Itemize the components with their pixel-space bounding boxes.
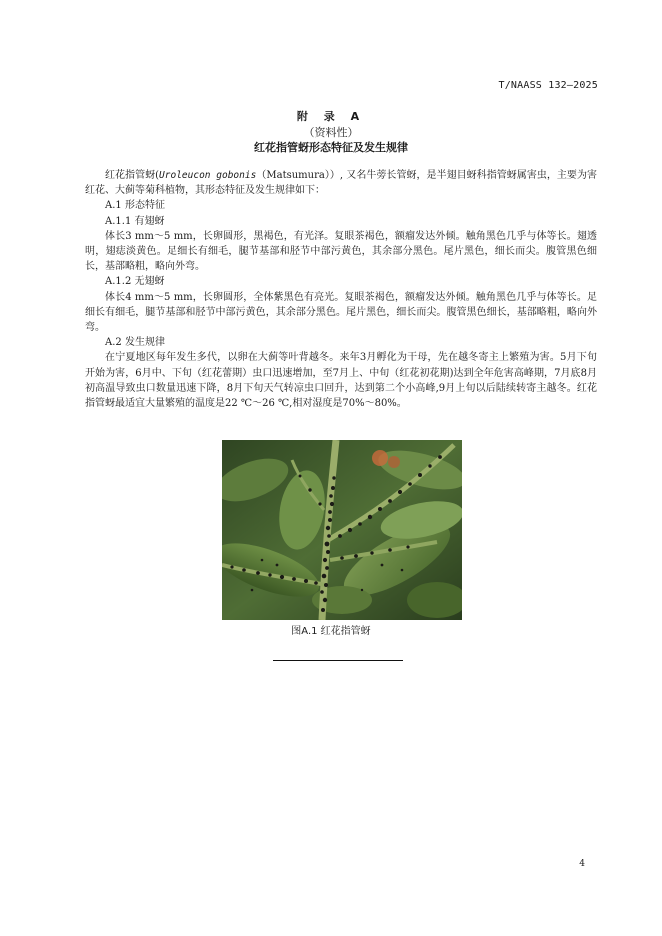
end-rule: [273, 660, 403, 661]
intro-paragraph: [85, 168, 597, 198]
intro-text-rest: （Matsumura））, 又名牛蒡长管蚜，是半翅目蚜科指管蚜属害虫，主要为害红花、大蓟等菊科植物，其形态特征及发生规律如下：: [85, 170, 597, 197]
figure-caption: 图A.1 红花指管蚜: [291, 626, 371, 637]
section-a1-heading: A.1 形态特征: [105, 200, 165, 212]
section-a2-heading: A.2 发生规律: [105, 337, 165, 349]
section-a12-text: 体长4 mm～5 mm，长卵圆形，全体紫黑色有亮光。复眼茶褐色，额瘤发达外倾。触角黑色几乎与体等长。足细长有细毛，腿节基部和胫节中部污黄色，其余部分黑色。尾片黑色，细长而尖。腹管黑色细长，基部略粗，略向外弯。: [85, 291, 597, 334]
standard-code: T/NAASS 132—2025: [498, 80, 598, 91]
page-number: 4: [579, 859, 585, 869]
appendix-type: （资料性）: [303, 126, 359, 139]
appendix-title: 红花指管蚜形态特征及发生规律: [254, 141, 408, 154]
aphid-photo: [222, 440, 462, 620]
appendix-body: [85, 168, 597, 411]
section-a12-heading: A.1.2 无翅蚜: [105, 276, 165, 288]
section-a11-heading: A.1.1 有翅蚜: [105, 215, 165, 227]
intro-text-start: 红花指管蚜(: [105, 170, 160, 181]
section-a2-text: 在宁夏地区每年发生多代，以卵在大蓟等叶背越冬。来年3月孵化为干母，先在越冬寄主上繁殖为害。5月下旬开始为害，6月中、下旬（红花蕾期）虫口迅速增加，至7月上、中旬（红花初花期)达到全年危害高峰期，7月底8月初高温导致虫口数量迅速下降，8月下旬天气转凉虫口回升，达到第二个小高峰,9月上旬以后陆续转寄主越冬。红花指管蚜最适宜大量繁殖的温度是22 ℃～26 ℃,相对湿度是70%～80%。: [85, 352, 597, 410]
appendix-label: 附 录 A: [296, 110, 366, 123]
section-a11-text: 体长3 mm～5 mm，长卵圆形，黑褐色，有光泽。复眼茶褐色，额瘤发达外倾。触角黑色几乎与体等长。翅透明，翅痣淡黄色。足细长有细毛，腿节基部和胫节中部污黄色，其余部分黑色。尾片黑色，细长而尖。腹管黑色细长，基部略粗，略向外弯。: [85, 230, 597, 273]
latin-name: Uroleucon gobonis: [159, 170, 257, 181]
